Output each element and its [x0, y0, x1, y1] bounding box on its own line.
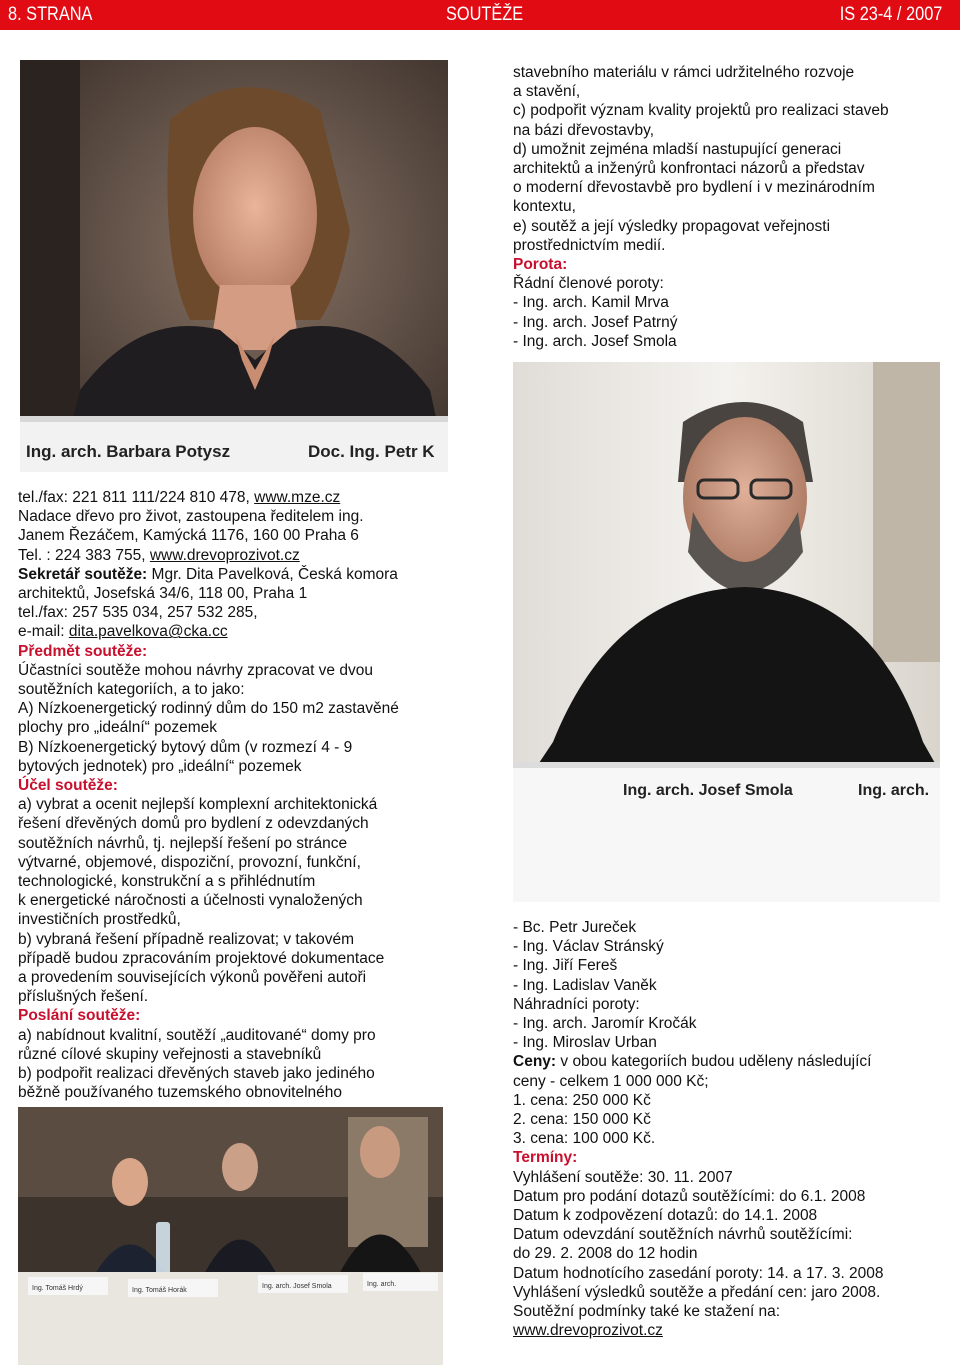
right-column-top	[513, 63, 889, 351]
page-header	[0, 0, 960, 30]
text-line: soutěžních kategoriích, a to jako:	[18, 681, 245, 699]
left-column	[18, 488, 399, 1103]
text-line: B) Nízkoenergetický bytový dům (v rozmezí 4 - 9	[18, 738, 353, 756]
text-line: Náhradníci poroty:	[513, 995, 640, 1013]
text-line: technologické, konstrukční a s přihlédnutím	[18, 873, 316, 891]
text-line: - Ing. Václav Stránský	[513, 938, 664, 956]
text-line: investičních prostředků,	[18, 911, 181, 929]
right-column-bottom	[513, 918, 884, 1340]
text-line: soutěžních návrhů, tj. nejlepší řešení po stránce	[18, 834, 348, 852]
text-line: výtvarné, objemové, dispoziční, provozní, funkční,	[18, 853, 361, 871]
text-line: a stavění,	[513, 83, 581, 101]
text-line: Datum odevzdání soutěžních návrhů soutěžícími:	[513, 1226, 853, 1244]
text-line: architektů a inženýrů konfrontaci názorů a představ	[513, 160, 865, 178]
text-line: Datum pro podání dotazů soutěžícími: do 6.1. 2008	[513, 1187, 866, 1205]
text-line: - Ing. arch. Josef Patrný	[513, 313, 678, 331]
text-line: tel./fax: 257 535 034, 257 532 285,	[18, 604, 258, 622]
link-email[interactable]: dita.pavelkova@cka.cc	[68, 623, 228, 641]
text-line: - Ing. Ladislav Vaněk	[513, 976, 657, 994]
text-line: Ceny: v obou kategoriích budou uděleny následující	[513, 1053, 872, 1071]
text-line: Nadace dřevo pro život, zastoupena ředitelem ing.	[18, 508, 364, 526]
text-line: a provedením souvisejících výkonů pověřeni autoři	[18, 969, 367, 987]
text-line: Sekretář soutěže: Mgr. Dita Pavelková, Česká komora	[18, 565, 398, 583]
nameplate-right: Ing. arch.	[858, 782, 930, 799]
plate-3: Ing. arch. Josef Smola	[262, 1283, 332, 1290]
page-number: 8. STRANA	[8, 4, 93, 25]
plate-1: Ing. Tomáš Hrdý	[32, 1285, 83, 1292]
text-line: o moderní dřevostavbě pro bydlení i v mezinárodním	[513, 179, 875, 197]
heading-ceny: Ceny:	[513, 1053, 557, 1071]
text-line: prostřednictvím medií.	[513, 236, 666, 254]
text-line: - Ing. Jiří Fereš	[513, 957, 618, 975]
text-line: případě budou zpracováním projektové dokumentace	[18, 949, 385, 967]
text-line: - Ing. arch. Kamil Mrva	[513, 294, 669, 312]
text-line: k energetické náročnosti a účelnosti vynaložených	[18, 892, 363, 910]
text-line: c) podpořit význam kvality projektů pro realizaci staveb	[513, 102, 889, 120]
text-line: 2. cena: 150 000 Kč	[513, 1111, 651, 1129]
link-mze[interactable]: www.mze.cz	[254, 489, 341, 506]
text-line: architektů, Josefská 34/6, 118 00, Praha 1	[18, 585, 308, 603]
text-line: kontextu,	[513, 198, 576, 216]
link-drevoprozivot[interactable]: www.drevoprozivot.cz	[149, 546, 300, 564]
heading-porota: Porota:	[513, 256, 568, 274]
text-line: Janem Řezáčem, Kamýcká 1176, 160 00 Praha 6	[18, 527, 359, 545]
text-line: e) soutěž a její výsledky propagovat veřejnosti	[513, 217, 831, 235]
text-line: Vyhlášení soutěže: 30. 11. 2007	[513, 1168, 733, 1186]
text-line: Datum k zodpovězení dotazů: do 14.1. 2008	[513, 1207, 818, 1225]
text-line: Tel. : 224 383 755, www.drevoprozivot.cz	[18, 546, 300, 564]
section-title: SOUTĚŽE	[446, 4, 524, 25]
heading-terminy: Termíny:	[513, 1149, 578, 1167]
text-line: b) podpořit realizaci dřevěných staveb jako jediného	[18, 1065, 375, 1083]
text-line: Účastníci soutěže mohou návrhy zpracovat ve dvou	[18, 661, 373, 679]
photo-barbara-potysz	[20, 60, 448, 472]
text-line: běžně používaného tuzemského obnovitelného	[18, 1084, 343, 1102]
text-line: tel./fax: 221 811 111/224 810 478, www.mze.cz	[18, 489, 341, 506]
text-line: ceny - celkem 1 000 000 Kč;	[513, 1072, 709, 1090]
text-line: Datum hodnotícího zasedání poroty: 14. a 17. 3. 2008	[513, 1264, 884, 1282]
text-line: e-mail: dita.pavelkova@cka.cc	[18, 623, 228, 641]
plate-2: Ing. Tomáš Horák	[132, 1287, 187, 1294]
text-line: příslušných řešení.	[18, 988, 149, 1006]
text-line: plochy pro „ideální“ pozemek	[18, 719, 218, 737]
text-line: do 29. 2. 2008 do 12 hodin	[513, 1245, 698, 1263]
text-line: 1. cena: 250 000 Kč	[513, 1091, 651, 1109]
photo-jury-group	[18, 1107, 443, 1365]
text-line: na bázi dřevostavby,	[513, 121, 655, 139]
plate-4: Ing. arch.	[367, 1281, 397, 1288]
text-line: Vyhlášení výsledků soutěže a předání cen: jaro 2008.	[513, 1283, 881, 1301]
text-line: - Ing. arch. Jaromír Kročák	[513, 1015, 697, 1033]
text-line: A) Nízkoenergetický rodinný dům do 150 m2 zastavěné	[18, 700, 399, 718]
text-line: d) umožnit zejména mladší nastupující generaci	[513, 140, 842, 158]
link-drevoprozivot-bottom[interactable]: www.drevoprozivot.cz	[513, 1322, 663, 1340]
heading-ucel: Účel soutěže:	[18, 777, 118, 795]
photo-josef-smola	[513, 362, 940, 902]
text-line: - Bc. Petr Jureček	[513, 919, 637, 936]
text-line: a) vybrat a ocenit nejlepší komplexní architektonická	[18, 796, 378, 814]
text-line: bytových jednotek) pro „ideální“ pozemek	[18, 757, 302, 775]
nameplate-left: Ing. arch. Barbara Potysz	[26, 442, 231, 461]
issue-number: IS 23-4 / 2007	[839, 4, 942, 25]
heading-sekretar: Sekretář soutěže:	[18, 565, 148, 583]
text-line: a) nabídnout kvalitní, soutěží „auditované“ domy pro	[18, 1026, 376, 1044]
heading-predmet: Předmět soutěže:	[18, 642, 148, 660]
text-line: různé cílové skupiny veřejnosti a stavebníků	[18, 1045, 322, 1063]
nameplate-right: Doc. Ing. Petr K	[308, 442, 435, 461]
heading-poslani: Poslání soutěže:	[18, 1007, 141, 1025]
text-line: Soutěžní podmínky také ke stažení na:	[513, 1303, 781, 1321]
text-line: - Ing. arch. Josef Smola	[513, 332, 677, 350]
text-line: 3. cena: 100 000 Kč.	[513, 1130, 656, 1148]
text-line: - Ing. Miroslav Urban	[513, 1034, 657, 1052]
text-line: stavebního materiálu v rámci udržitelného rozvoje	[513, 64, 855, 81]
text-line: řešení dřevěných domů pro bydlení z odevzdaných	[18, 815, 369, 833]
nameplate-left: Ing. arch. Josef Smola	[623, 782, 793, 799]
text-line: b) vybraná řešení případně realizovat; v takovém	[18, 930, 355, 948]
text-line: Řádní členové poroty:	[513, 275, 664, 293]
